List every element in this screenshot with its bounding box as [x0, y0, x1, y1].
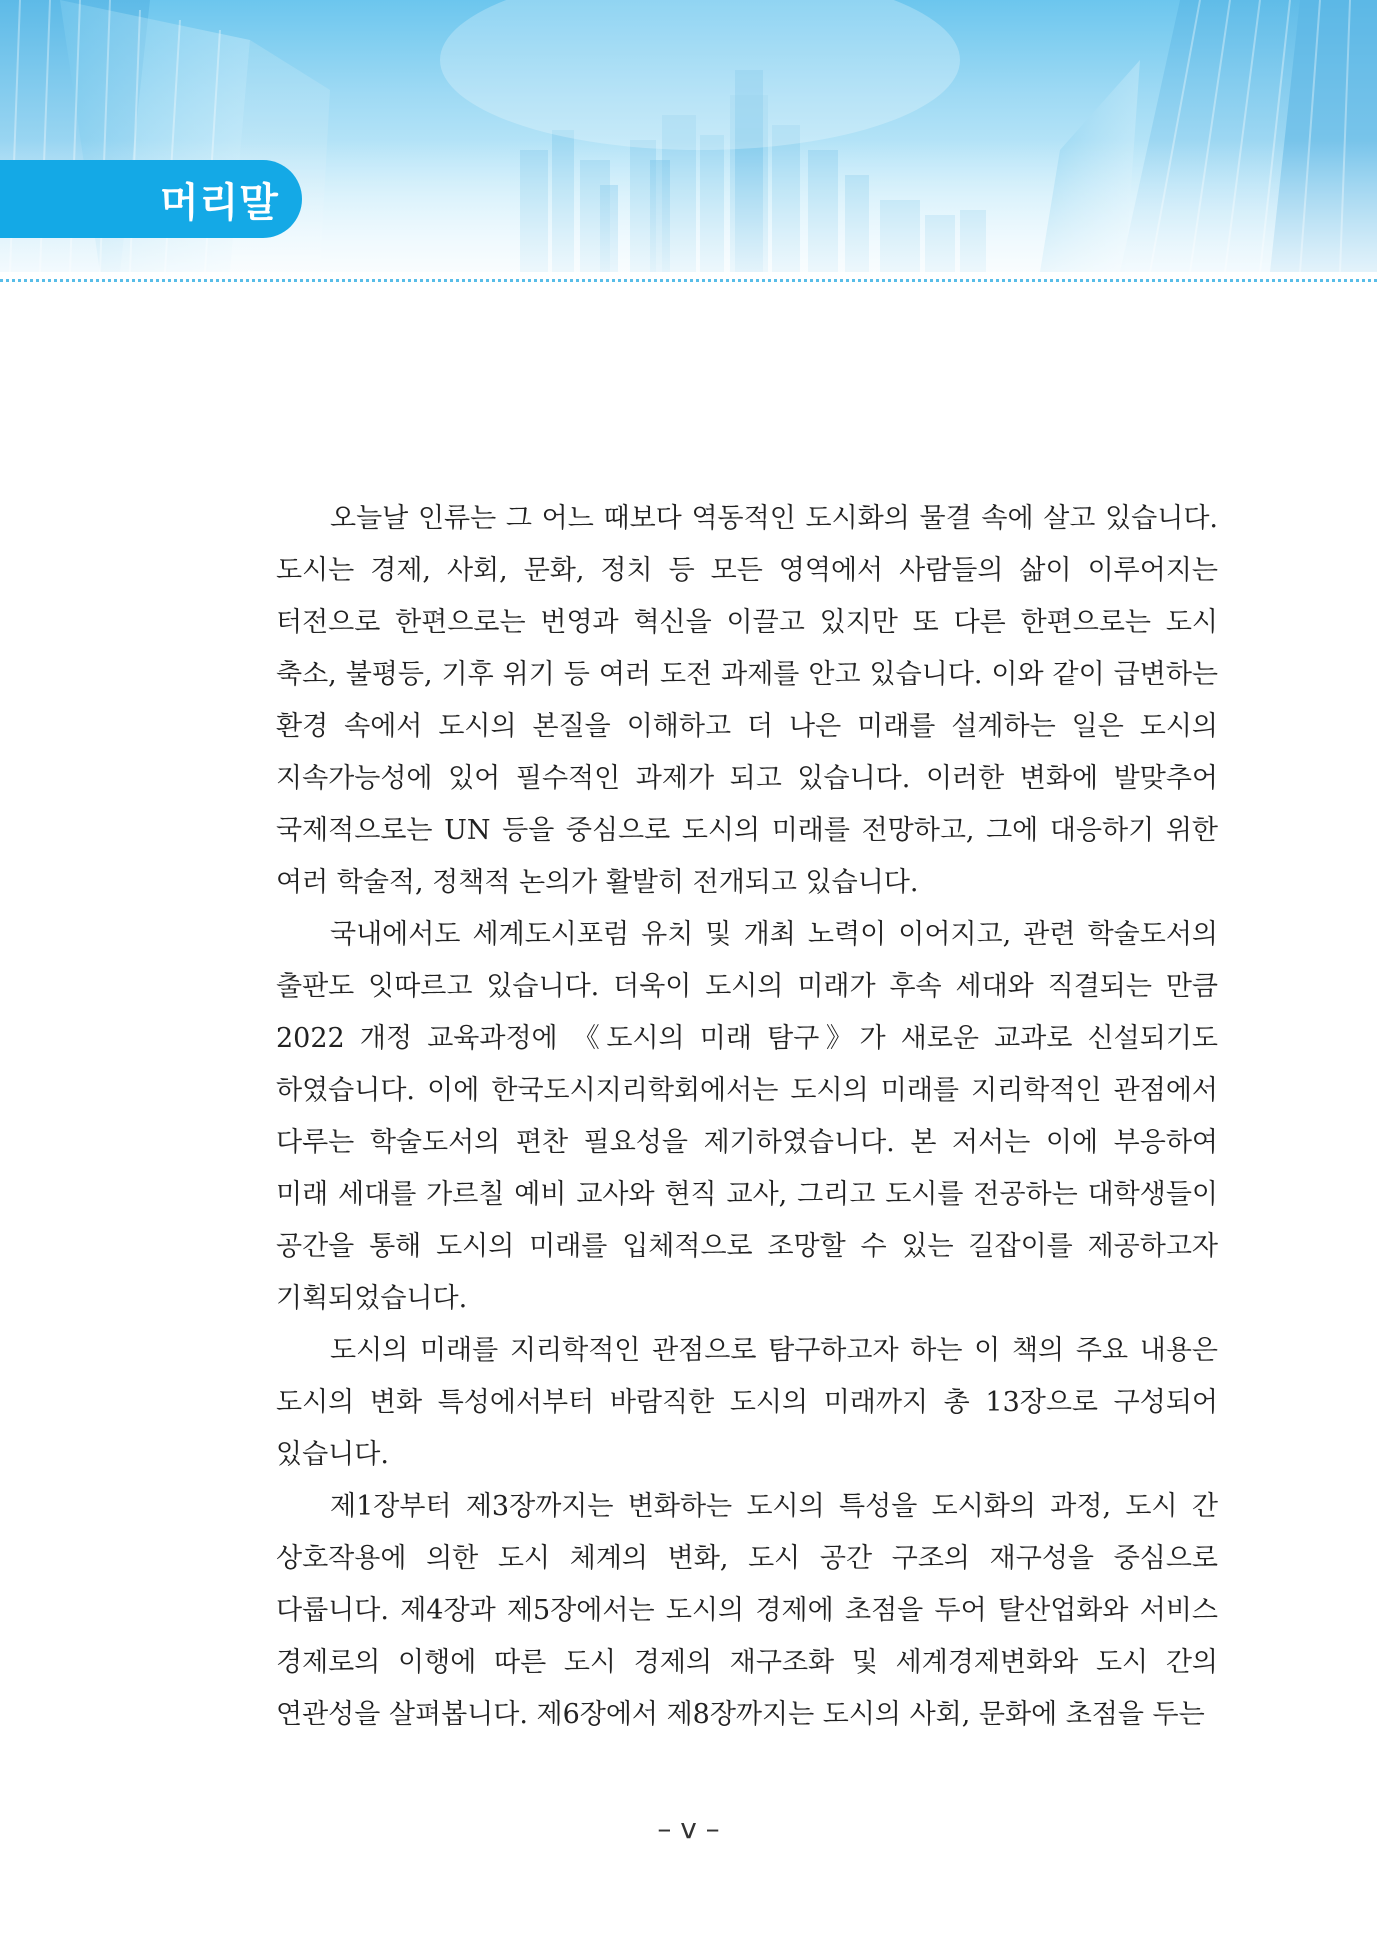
paragraph: 오늘날 인류는 그 어느 때보다 역동적인 도시화의 물결 속에 살고 있습니다. 도시는 경제, 사회, 문화, 정치 등 모든 영역에서 사람들의 삶이 이루어지는 터전으로 한편으로는 번영과 혁신을 이끌고 있지만 또 다른 한편으로는 도시 축소, 불평등, 기후 위기 등 여러 도전 과제를 안고 있습니다. 이와 같이 급변하는 환경 속에서 도시의 본질을 이해하고 더 나은 미래를 설계하는 일은 도시의 지속가능성에 있어 필수적인 과제가 되고 있습니다. 이러한 변화에 발맞추어 국제적으로는 UN 등을 중심으로 도시의 미래를 전망하고, 그에 대응하기 위한 여러 학술적, 정책적 논의가 활발히 전개되고 있습니다. [276, 503, 1218, 898]
header-banner [0, 0, 1377, 272]
paragraph: 도시의 미래를 지리학적인 관점으로 탐구하고자 하는 이 책의 주요 내용은 도시의 변화 특성에서부터 바람직한 도시의 미래까지 총 13장으로 구성되어 있습니다. [276, 1335, 1218, 1470]
preface-body [276, 493, 1218, 1741]
page-number: – v – [657, 1812, 720, 1845]
header-divider [0, 279, 1377, 282]
page-title: 머리말 [160, 179, 279, 226]
chapter-title-tab [0, 160, 302, 238]
paragraph: 국내에서도 세계도시포럼 유치 및 개최 노력이 이어지고, 관련 학술도서의 출판도 잇따르고 있습니다. 더욱이 도시의 미래가 후속 세대와 직결되는 만큼 2022 개정 교육과정에 《도시의 미래 탐구》가 새로운 교과로 신설되기도 하였습니다. 이에 한국도시지리학회에서는 도시의 미래를 지리학적인 관점에서 다루는 학술도서의 편찬 필요성을 제기하였습니다. 본 저서는 이에 부응하여 미래 세대를 가르칠 예비 교사와 현직 교사, 그리고 도시를 전공하는 대학생들이 공간을 통해 도시의 미래를 입체적으로 조망할 수 있는 길잡이를 제공하고자 기획되었습니다. [276, 919, 1218, 1314]
paragraph: 제1장부터 제3장까지는 변화하는 도시의 특성을 도시화의 과정, 도시 간 상호작용에 의한 도시 체계의 변화, 도시 공간 구조의 재구성을 중심으로 다룹니다. 제4장과 제5장에서는 도시의 경제에 초점을 두어 탈산업화와 서비스 경제로의 이행에 따른 도시 경제의 재구조화 및 세계경제변화와 도시 간의 연관성을 살펴봅니다. 제6장에서 제8장까지는 도시의 사회, 문화에 초점을 두는 [276, 1491, 1218, 1730]
